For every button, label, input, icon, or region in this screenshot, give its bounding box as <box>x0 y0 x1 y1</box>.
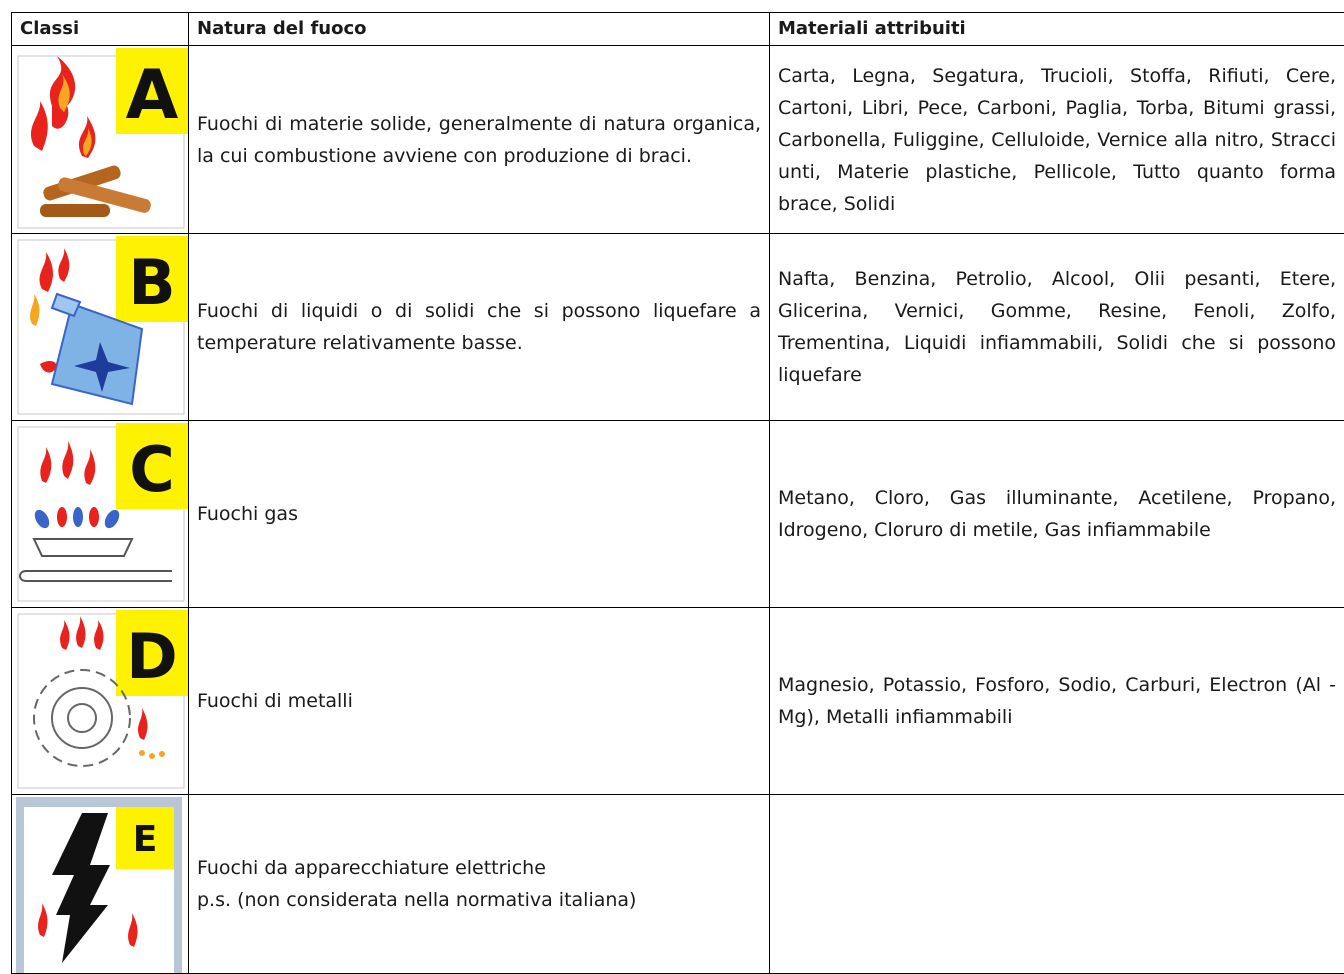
class-e-nature: Fuochi da apparecchiature elettriche p.s. (non considerata nella normativa italiana) <box>189 795 770 974</box>
class-a-materials: Carta, Legna, Segatura, Trucioli, Stoffa, Rifiuti, Cere, Cartoni, Libri, Pece, Carboni, Paglia, Torba, Bitumi grassi, Carbonella, Fuliggine, Celluloide, Vernice alla nitro, Stracci unti, Materie plastiche, Pellicole, Tutto quanto forma brace, Solidi <box>770 46 1344 234</box>
class-letter: E <box>133 819 158 860</box>
class-e-icon-cell <box>12 795 189 974</box>
class-b-nature: Fuochi di liquidi o di solidi che si possono liquefare a temperature relativamente basse. <box>189 234 770 421</box>
table-row <box>12 421 1344 608</box>
class-a-icon-cell <box>12 46 189 234</box>
header-natura: Natura del fuoco <box>189 13 770 46</box>
class-letter: D <box>126 620 177 693</box>
table-row <box>12 46 1344 234</box>
gear-metal-icon <box>12 608 189 794</box>
fire-classes-table <box>11 12 1344 974</box>
table-row <box>12 608 1344 795</box>
class-d-nature: Fuochi di metalli <box>189 608 770 795</box>
header-classi: Classi <box>12 13 189 46</box>
table-row <box>12 795 1344 974</box>
class-b-materials: Nafta, Benzina, Petrolio, Alcool, Olii pesanti, Etere, Glicerina, Vernici, Gomme, Resine, Fenoli, Zolfo, Trementina, Liquidi infiammabili, Solidi che si possono liquefare <box>770 234 1344 421</box>
class-letter: B <box>128 246 175 319</box>
class-d-materials: Magnesio, Potassio, Fosforo, Sodio, Carburi, Electron (Al -Mg), Metalli infiammabili <box>770 608 1344 795</box>
class-c-icon-cell <box>12 421 189 608</box>
class-c-materials: Metano, Cloro, Gas illuminante, Acetilene, Propano, Idrogeno, Cloruro di metile, Gas infiammabile <box>770 421 1344 608</box>
class-e-materials <box>770 795 1344 974</box>
class-letter: C <box>129 433 175 506</box>
class-c-nature: Fuochi gas <box>189 421 770 608</box>
class-d-icon-cell <box>12 608 189 795</box>
class-a-nature: Fuochi di materie solide, generalmente di natura organica, la cui combustione avviene con produzione di braci. <box>189 46 770 234</box>
gas-burner-icon <box>12 421 189 607</box>
table-header-row <box>12 13 1344 46</box>
class-b-icon-cell <box>12 234 189 421</box>
table-row <box>12 234 1344 421</box>
class-letter: A <box>126 56 179 135</box>
header-materiali: Materiali attribuiti <box>770 13 1344 46</box>
fuel-canister-icon <box>12 234 189 420</box>
lightning-icon <box>12 795 189 973</box>
fire-wood-icon <box>12 46 189 233</box>
